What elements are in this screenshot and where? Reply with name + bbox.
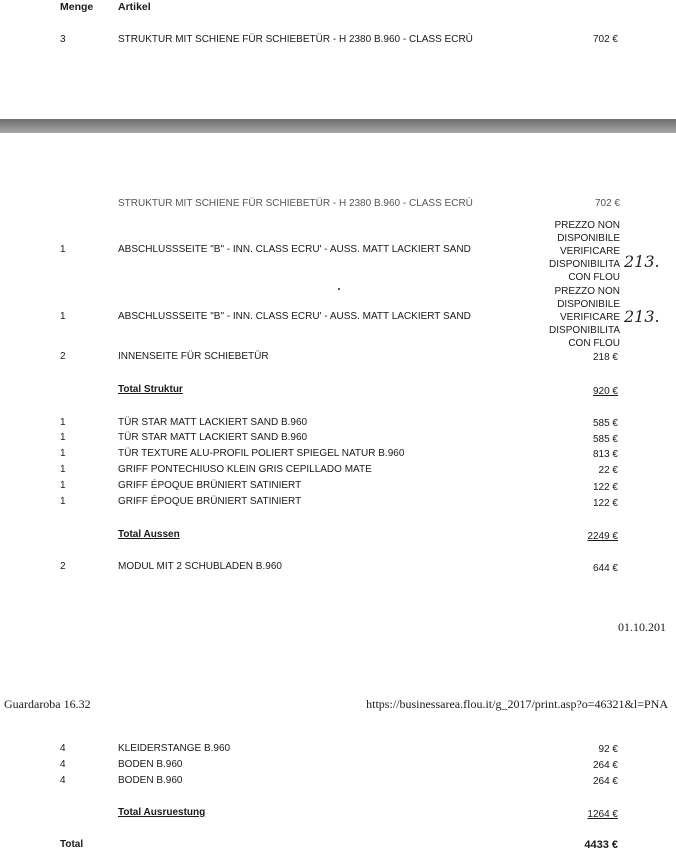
print-date: 01.10.201 [618, 620, 666, 634]
total-ausruestung-label: Total Ausruestung [118, 807, 206, 818]
note-line: DISPONIBILE [557, 233, 620, 244]
article-column-header: Artikel [118, 1, 151, 13]
row-price: 92 € [598, 744, 618, 755]
note-line: DISPONIBILITA [549, 325, 620, 336]
row-article: GRIFF ÉPOQUE BRÜNIERT SATINIERT [118, 480, 302, 491]
cut-price-top [580, 198, 620, 212]
note-line: PREZZO NON [554, 286, 620, 297]
note-line: VERIFICARE [559, 312, 620, 323]
row-price: 22 € [598, 465, 618, 476]
row-price: 264 € [592, 776, 618, 787]
row-price: 702 € [592, 34, 618, 45]
row-price: 585 € [592, 418, 618, 429]
note-line: DISPONIBILE [557, 299, 620, 310]
grand-total-label: Total [60, 839, 84, 850]
row-price: 264 € [592, 760, 618, 771]
cut-row-top [118, 198, 473, 212]
row-qty: 1 [60, 311, 66, 322]
row-article: ABSCHLUSSSEITE "B" - INN. CLASS ECRU' - AUSS. MATT LACKIERT SAND [118, 244, 471, 255]
cut-row [118, 33, 498, 43]
row-qty: 2 [60, 561, 66, 572]
cut-price-wrap [560, 33, 620, 43]
note-line: VERIFICARE [559, 246, 620, 257]
row-qty: 1 [60, 496, 66, 507]
row-article: TÜR TEXTURE ALU-PROFIL POLIERT SPIEGEL NATUR B.960 [118, 448, 405, 459]
row-qty: 1 [60, 417, 66, 428]
row-article: ABSCHLUSSSEITE "B" - INN. CLASS ECRU' - AUSS. MATT LACKIERT SAND [118, 311, 471, 322]
row-qty: 1 [60, 448, 66, 459]
scan-speck [338, 288, 340, 290]
row-price: 218 € [592, 352, 618, 363]
row-qty: 4 [60, 775, 66, 786]
grand-total-value: 4433 € [584, 839, 618, 851]
row-article: STRUKTUR MIT SCHIENE FÜR SCHIEBETÜR - H 2380 B.960 - CLASS ECRÙ [118, 34, 473, 45]
total-struktur-value: 920 € [592, 386, 618, 397]
row-article: TÜR STAR MATT LACKIERT SAND B.960 [118, 417, 308, 428]
row-price: 644 € [592, 563, 618, 574]
row-article: GRIFF ÉPOQUE BRÜNIERT SATINIERT [118, 496, 302, 507]
row-article: INNENSEITE FÜR SCHIEBETÜR [118, 351, 269, 362]
row-qty: 1 [60, 480, 66, 491]
row-article: BODEN B.960 [118, 759, 183, 770]
row-qty: 3 [60, 34, 66, 45]
row-price: 585 € [592, 434, 618, 445]
page-divider [0, 119, 676, 133]
row-article: GRIFF PONTECHIUSO KLEIN GRIS CEPILLADO MATE [118, 464, 372, 475]
total-aussen-value: 2249 € [587, 531, 618, 542]
row-qty: 1 [60, 244, 66, 255]
note-line: DISPONIBILITA [549, 259, 620, 270]
note-line: PREZZO NON [554, 220, 620, 231]
row-price: 122 € [592, 482, 618, 493]
print-url: https://businessarea.flou.it/g_2017/print.asp?o=46321&l=PNA [366, 697, 668, 711]
row-qty: 4 [60, 743, 66, 754]
price-note-1 [549, 219, 620, 284]
cut-row-top-text: STRUKTUR MIT SCHIENE FÜR SCHIEBETÜR - H 2380 B.960 - CLASS ECRÙ [118, 198, 473, 209]
row-qty: 4 [60, 759, 66, 770]
row-article: KLEIDERSTANGE B.960 [118, 743, 231, 754]
cut-price-top-text: 702 € [594, 198, 620, 209]
row-article: TÜR STAR MATT LACKIERT SAND B.960 [118, 432, 308, 443]
print-page-title: Guardaroba 16.32 [4, 697, 91, 711]
price-note-2 [549, 285, 620, 350]
row-article: BODEN B.960 [118, 775, 183, 786]
total-ausruestung-value: 1264 € [587, 809, 618, 820]
note-line: CON FLOU [568, 272, 620, 283]
row-qty: 1 [60, 464, 66, 475]
row-article: MODUL MIT 2 SCHUBLADEN B.960 [118, 561, 282, 572]
note-line: CON FLOU [568, 338, 620, 349]
qty-column-header: Menge [60, 1, 94, 13]
handwritten-price-1: 213. [624, 252, 660, 271]
row-qty: 2 [60, 351, 66, 362]
total-struktur-label: Total Struktur [118, 384, 183, 395]
row-price: 122 € [592, 498, 618, 509]
total-aussen-label: Total Aussen [118, 529, 180, 540]
row-price: 813 € [592, 449, 618, 460]
row-qty: 1 [60, 432, 66, 443]
handwritten-price-2: 213. [624, 307, 660, 326]
